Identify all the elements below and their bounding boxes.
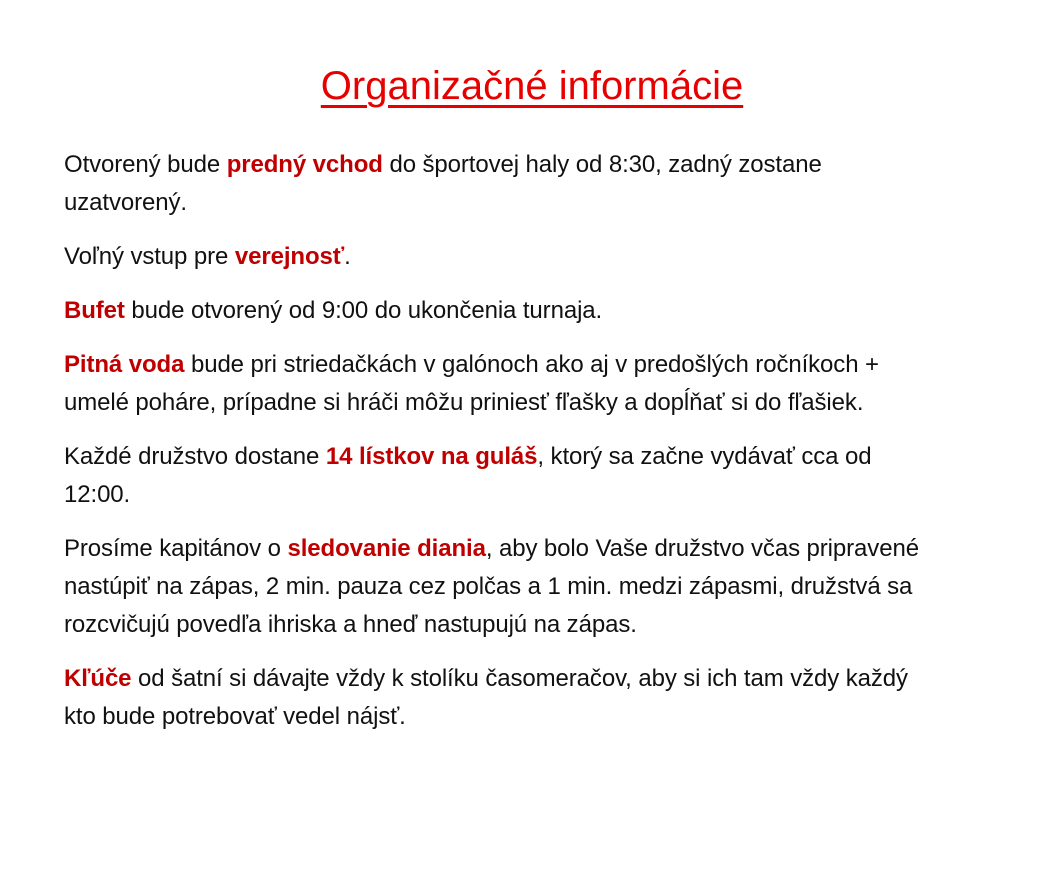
text-segment: 12:00. <box>64 481 131 508</box>
highlight-front-entrance: predný vchod <box>226 151 383 178</box>
text-segment: , ktorý sa začne vydávať cca od <box>537 443 872 470</box>
text-segment: bude pri striedačkách v galónoch ako aj v predošlých ročníkoch + <box>184 351 879 378</box>
highlight-drinking-water: Pitná voda <box>64 351 185 378</box>
text-segment: bude otvorený od 9:00 do ukončenia turnaja. <box>124 297 603 324</box>
paragraph-goulash <box>64 438 1024 514</box>
text-segment: kto bude potrebovať vedel nájsť. <box>64 703 406 730</box>
text-segment: nastúpiť na zápas, 2 min. pauza cez polčas a 1 min. medzi zápasmi, družstvá sa <box>64 573 913 600</box>
highlight-public: verejnosť <box>234 243 345 270</box>
paragraph-captains <box>64 530 1024 644</box>
text-segment: , aby bolo Vaše družstvo včas pripravené <box>485 535 919 562</box>
paragraph-buffet <box>64 292 1024 330</box>
paragraph-keys <box>64 660 1024 736</box>
highlight-buffet: Bufet <box>64 297 125 324</box>
text-segment: Voľný vstup pre <box>64 243 235 270</box>
document-title: Organizačné informácie <box>320 64 744 108</box>
highlight-goulash-tickets: 14 lístkov na guláš <box>325 443 538 470</box>
text-segment: . <box>344 243 351 270</box>
text-segment: uzatvorený. <box>64 189 187 216</box>
text-segment: umelé poháre, prípadne si hráči môžu priniesť fľašky a dopĺňať si do fľašiek. <box>64 389 864 416</box>
paragraph-public-entry <box>64 238 1024 276</box>
text-segment: Prosíme kapitánov o <box>64 535 288 562</box>
highlight-follow-events: sledovanie diania <box>287 535 486 562</box>
text-segment: do športovej haly od 8:30, zadný zostane <box>382 151 822 178</box>
highlight-keys: Kľúče <box>64 665 132 692</box>
text-segment: rozcvičujú povedľa ihriska a hneď nastupujú na zápas. <box>64 611 637 638</box>
paragraph-drinking-water <box>64 346 1024 422</box>
document-body <box>64 146 1024 752</box>
text-segment: od šatní si dávajte vždy k stolíku časomeračov, aby si ich tam vždy každý <box>131 665 908 692</box>
text-segment: Otvorený bude <box>64 151 227 178</box>
paragraph-entrance <box>64 146 1024 222</box>
text-segment: Každé družstvo dostane <box>64 443 326 470</box>
